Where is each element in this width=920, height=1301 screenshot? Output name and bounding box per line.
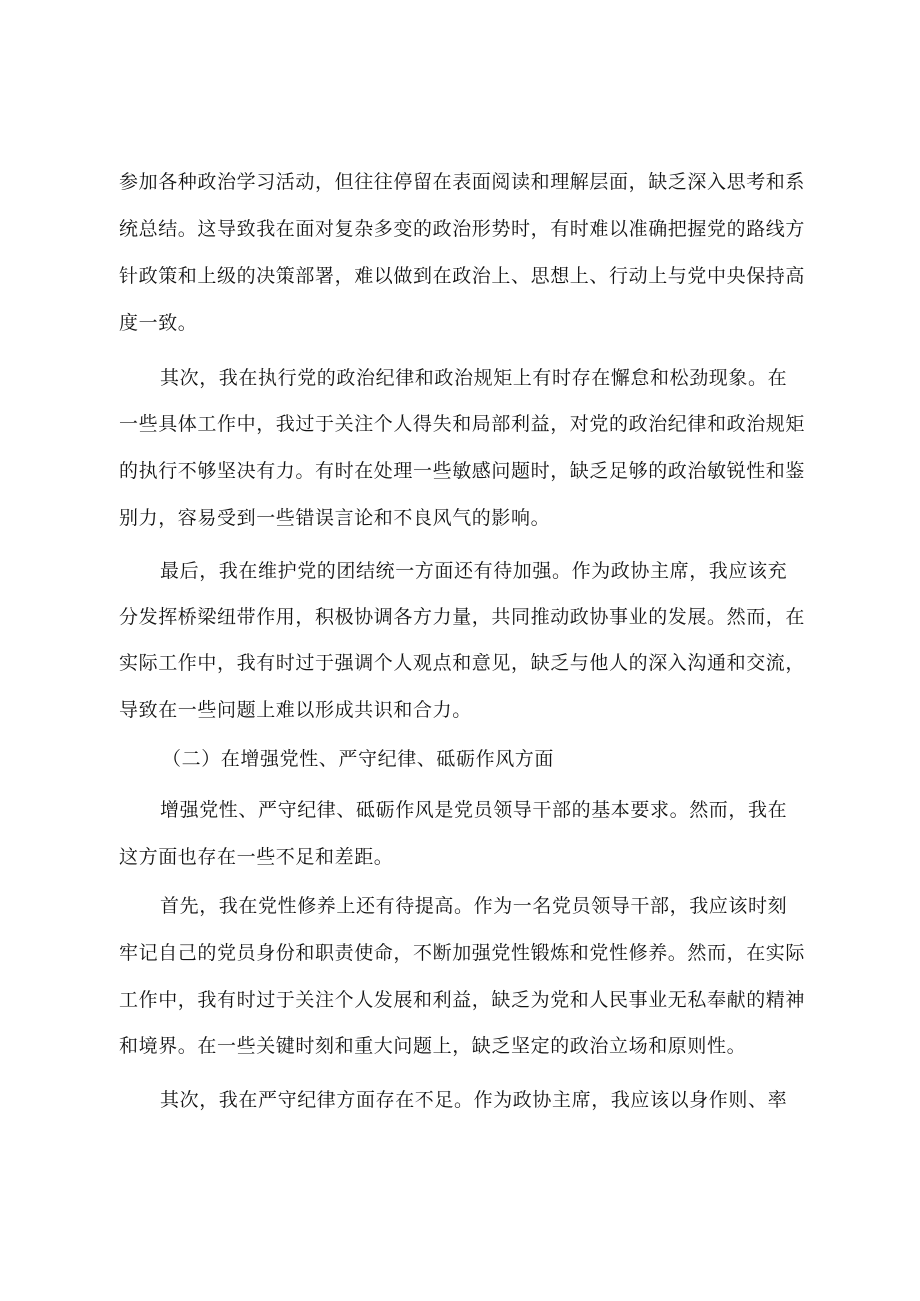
paragraph-start-line: 增强党性、严守纪律、砥砺作风是党员领导干部的基本要求。然而，我在 bbox=[160, 799, 788, 821]
text-line: 度一致。 bbox=[119, 312, 198, 334]
paragraph-start-line: 其次，我在严守纪律方面存在不足。作为政协主席，我应该以身作则、率 bbox=[160, 1089, 788, 1111]
text-line: 统总结。这导致我在面对复杂多变的政治形势时，有时难以准确把握党的路线方 bbox=[119, 218, 806, 240]
paragraph-start-line: 最后，我在维护党的团结统一方面还有待加强。作为政协主席，我应该充 bbox=[160, 560, 788, 582]
paragraph-start-line: 其次，我在执行党的政治纪律和政治规矩上有时存在懈怠和松劲现象。在 bbox=[160, 367, 788, 389]
section-heading: （二）在增强党性、严守纪律、砥砺作风方面 bbox=[162, 748, 555, 770]
text-line: 实际工作中，我有时过于强调个人观点和意见，缺乏与他人的深入沟通和交流， bbox=[119, 652, 806, 674]
text-line: 的执行不够坚决有力。有时在处理一些敏感问题时，缺乏足够的政治敏锐性和鉴 bbox=[119, 460, 806, 482]
text-line: 牢记自己的党员身份和职责使命，不断加强党性锻炼和党性修养。然而，在实际 bbox=[119, 942, 806, 964]
text-line: 工作中，我有时过于关注个人发展和利益，缺乏为党和人民事业无私奉献的精神 bbox=[119, 989, 806, 1011]
text-line: 针政策和上级的决策部署，难以做到在政治上、思想上、行动上与党中央保持高 bbox=[119, 265, 806, 287]
text-line: 导致在一些问题上难以形成共识和合力。 bbox=[119, 699, 472, 721]
text-line: 和境界。在一些关键时刻和重大问题上，缺乏坚定的政治立场和原则性。 bbox=[119, 1035, 747, 1057]
paragraph-start-line: 首先，我在党性修养上还有待提高。作为一名党员领导干部，我应该时刻 bbox=[160, 895, 788, 917]
text-line: 参加各种政治学习活动，但往往停留在表面阅读和理解层面，缺乏深入思考和系 bbox=[119, 171, 806, 193]
text-line: 一些具体工作中，我过于关注个人得失和局部利益，对党的政治纪律和政治规矩 bbox=[119, 413, 806, 435]
text-line: 这方面也存在一些不足和差距。 bbox=[119, 846, 394, 868]
text-line: 别力，容易受到一些错误言论和不良风气的影响。 bbox=[119, 507, 551, 529]
text-line: 分发挥桥梁纽带作用，积极协调各方力量，共同推动政协事业的发展。然而，在 bbox=[119, 606, 806, 628]
